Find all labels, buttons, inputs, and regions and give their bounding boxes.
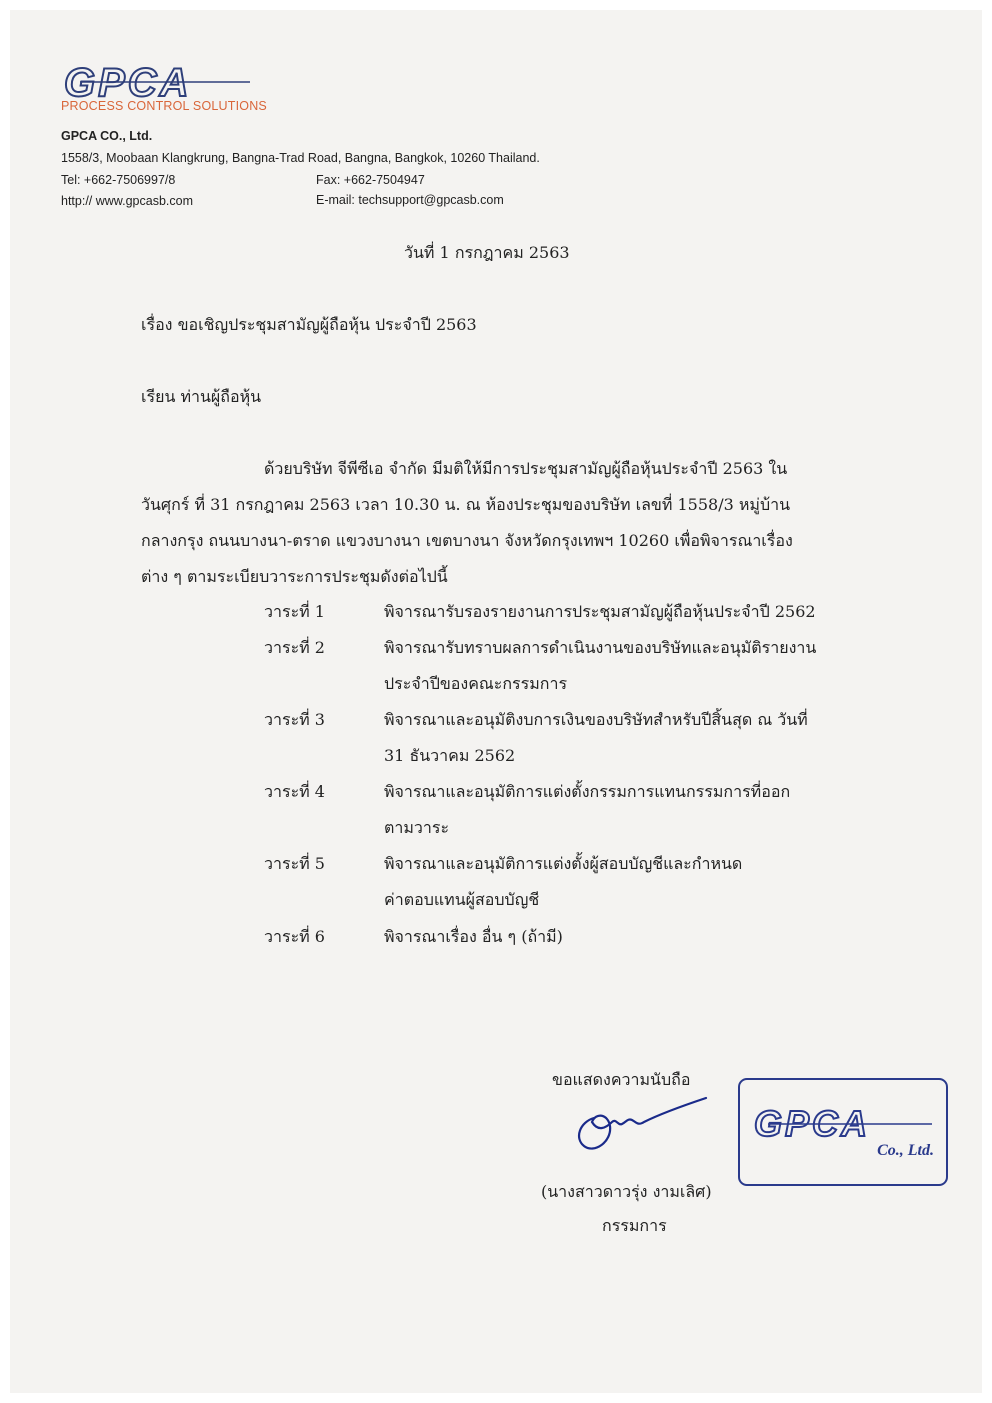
agenda-text: 31 ธันวาคม 2562 — [384, 746, 516, 765]
letter-recipient: เรียน ท่านผู้ถือหุ้น — [141, 387, 262, 406]
tagline: PROCESS CONTROL SOLUTIONS — [61, 99, 267, 113]
signer-name: (นางสาวดาวรุ่ง งามเลิศ) — [541, 1182, 712, 1201]
agenda-text: พิจารณาและอนุมัติการแต่งตั้งผู้สอบบัญชีและกำหนด — [384, 854, 743, 873]
company-fax: Fax: +662-7504947 — [316, 173, 425, 187]
letter-subject: เรื่อง ขอเชิญประชุมสามัญผู้ถือหุ้น ประจำปี 2563 — [141, 315, 477, 334]
company-tel: Tel: +662-7506997/8 — [61, 173, 176, 187]
agenda-label: วาระที่ 1 — [264, 602, 325, 621]
svg-text:GPCA: GPCA — [754, 1106, 871, 1142]
agenda-label: วาระที่ 3 — [264, 710, 325, 729]
agenda-label: วาระที่ 2 — [264, 638, 325, 657]
agenda-text: พิจารณาเรื่อง อื่น ๆ (ถ้ามี) — [384, 927, 563, 946]
stamp-logo — [752, 1106, 938, 1142]
company-email: E-mail: techsupport@gpcasb.com — [316, 193, 504, 207]
company-website: http:// www.gpcasb.com — [61, 194, 194, 208]
agenda-text: พิจารณารับทราบผลการดำเนินงานของบริษัทและอนุมัติรายงาน — [384, 638, 817, 657]
agenda-text: พิจารณาและอนุมัติการแต่งตั้งกรรมการแทนกรรมการที่ออก — [384, 782, 791, 801]
company-stamp — [738, 1078, 948, 1186]
stamp-company: Co., Ltd. — [877, 1142, 934, 1159]
signature — [572, 1092, 712, 1156]
agenda-text: พิจารณารับรองรายงานการประชุมสามัญผู้ถือหุ้นประจำปี 2562 — [384, 602, 816, 621]
body-line: ต่าง ๆ ตามระเบียบวาระการประชุมดังต่อไปนี้ — [141, 567, 448, 586]
closing-regards: ขอแสดงความนับถือ — [552, 1070, 691, 1089]
body-line: วันศุกร์ ที่ 31 กรกฎาคม 2563 เวลา 10.30 น. ณ ห้องประชุมของบริษัท เลขที่ 1558/3 หมู่บ้าน — [141, 495, 791, 514]
agenda-label: วาระที่ 6 — [264, 927, 325, 946]
agenda-label: วาระที่ 4 — [264, 782, 325, 801]
gpca-logo — [60, 62, 260, 102]
svg-text:GPCA: GPCA — [64, 62, 192, 102]
company-name: GPCA CO., Ltd. — [61, 129, 153, 143]
agenda-text: ค่าตอบแทนผู้สอบบัญชี — [384, 890, 540, 909]
letter-date: วันที่ 1 กรกฎาคม 2563 — [404, 243, 570, 262]
agenda-label: วาระที่ 5 — [264, 854, 325, 873]
company-address: 1558/3, Moobaan Klangkrung, Bangna-Trad Road, Bangna, Bangkok, 10260 Thailand. — [61, 151, 540, 165]
body-line: ด้วยบริษัท จีพีซีเอ จำกัด มีมติให้มีการประชุมสามัญผู้ถือหุ้นประจำปี 2563 ใน — [264, 459, 788, 478]
body-line: กลางกรุง ถนนบางนา-ตราด แขวงบางนา เขตบางนา จังหวัดกรุงเทพฯ 10260 เพื่อพิจารณาเรื่อง — [141, 531, 793, 550]
agenda-text: ตามวาระ — [384, 818, 450, 837]
signer-position: กรรมการ — [602, 1216, 667, 1235]
agenda-text: ประจำปีของคณะกรรมการ — [384, 674, 568, 693]
agenda-text: พิจารณาและอนุมัติงบการเงินของบริษัทสำหรับปีสิ้นสุด ณ วันที่ — [384, 710, 808, 729]
